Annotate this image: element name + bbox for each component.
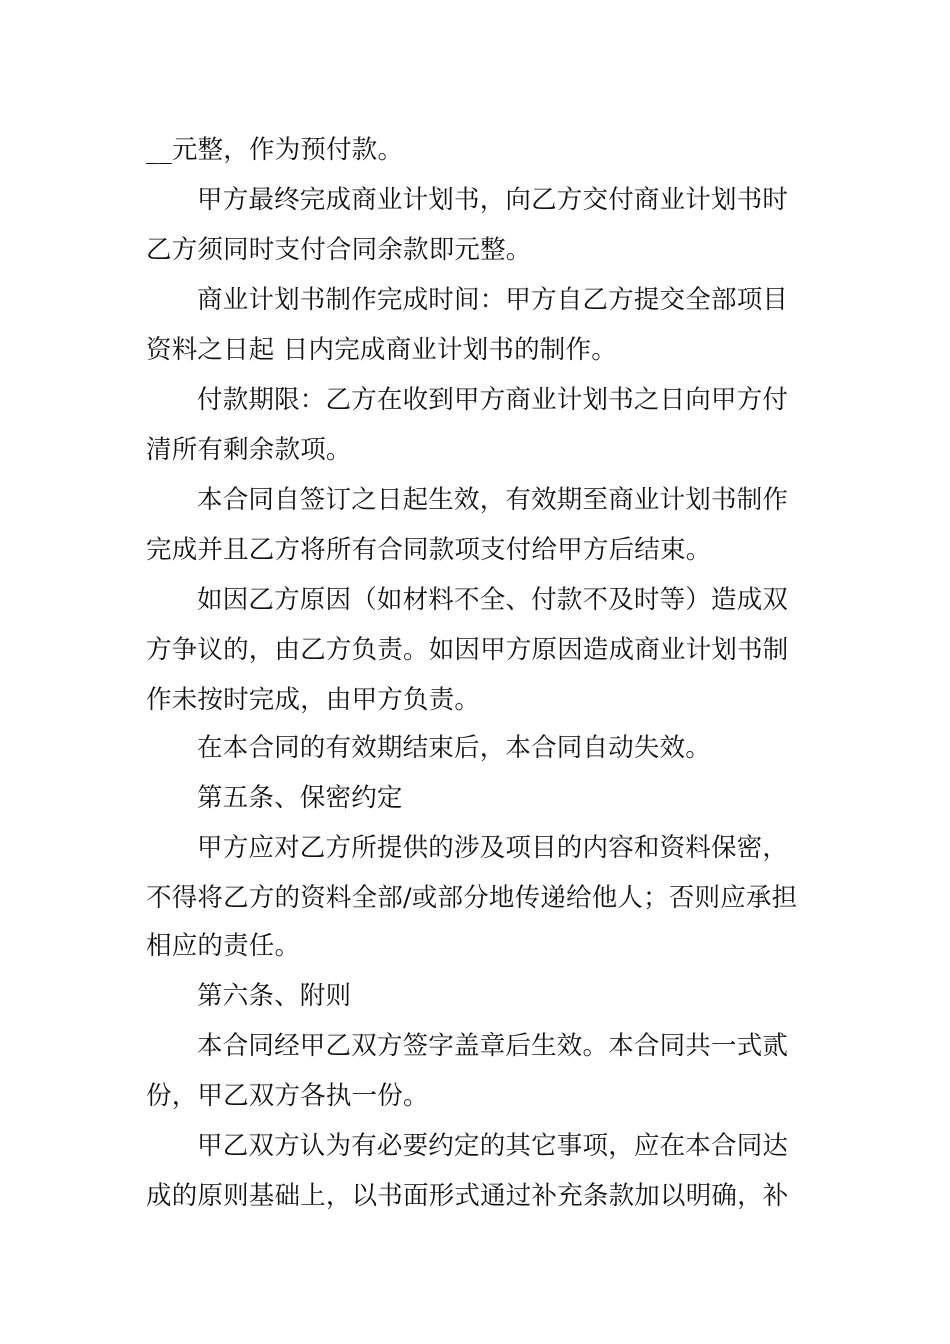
text-line: 在本合同的有效期结束后，本合同自动失效。 [197,733,712,763]
text-line: 如因乙方原因（如材料不全、付款不及时等）造成双 [197,585,789,615]
section-heading: 第五条、保密约定 [197,783,403,813]
text-line: 清所有剩余款项。 [146,435,352,465]
text-line: 资料之日起 日内完成商业计划书的制作。 [146,335,617,365]
text-line: 方争议的，由乙方负责。如因甲方原因造成商业计划书制 [146,635,789,665]
text-line: 商业计划书制作完成时间：甲方自乙方提交全部项目 [197,285,789,315]
text-line: __元整，作为预付款。 [146,135,404,165]
text-line: 相应的责任。 [146,931,301,961]
text-line: 完成并且乙方将所有合同款项支付给甲方后结束。 [146,535,712,565]
text-line: 甲方应对乙方所提供的涉及项目的内容和资料保密， [197,833,789,863]
text-line: 本合同经甲乙双方签字盖章后生效。本合同共一式贰 [197,1031,789,1061]
text-line: 乙方须同时支付合同余款即元整。 [146,235,532,265]
text-line: 份，甲乙双方各执一份。 [146,1081,429,1111]
text-line: 作未按时完成，由甲方负责。 [146,685,481,715]
text-line: 不得将乙方的资料全部/或部分地传递给他人；否则应承担 [146,883,798,913]
text-line: 本合同自签订之日起生效，有效期至商业计划书制作 [197,485,789,515]
text-line: 甲乙双方认为有必要约定的其它事项，应在本合同达 [197,1131,789,1161]
section-heading: 第六条、附则 [197,981,352,1011]
text-line: 付款期限：乙方在收到甲方商业计划书之日向甲方付 [197,385,789,415]
text-line: 成的原则基础上，以书面形式通过补充条款加以明确，补 [146,1181,789,1211]
text-line: 甲方最终完成商业计划书，向乙方交付商业计划书时 [197,185,789,215]
